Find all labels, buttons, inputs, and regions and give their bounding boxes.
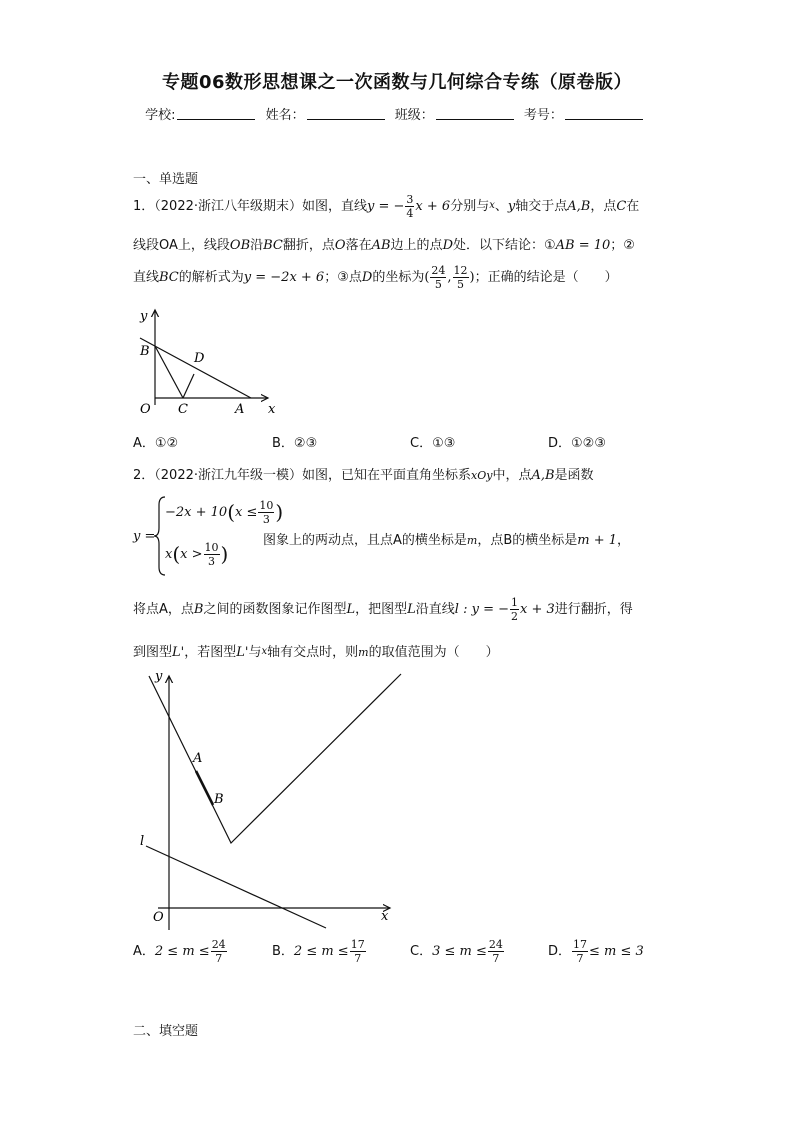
q1-seg-bc: BC — [263, 238, 283, 253]
q1-text: 沿 — [250, 238, 264, 253]
fig2-label-b: B — [214, 792, 224, 807]
q1-source: （2022·浙江八年级期末） — [154, 199, 302, 214]
q2-option-d-den: 7 — [576, 952, 584, 965]
q1-axis-x: x — [489, 200, 495, 211]
section-single-choice-title: 一、单选题 — [133, 172, 199, 187]
q2-option-a-den: 7 — [215, 952, 223, 965]
q2-piece1-cond: x ≤ — [235, 505, 258, 520]
q2-option-b-den: 7 — [354, 952, 362, 965]
fig2-label-l: l — [140, 834, 145, 849]
q2-option-c-den: 7 — [492, 952, 500, 965]
q2-option-b[interactable] — [272, 938, 367, 965]
q2-piece1-num: 10 — [259, 499, 274, 512]
q2-coord-sys: xOy — [471, 469, 493, 482]
q1-point-d: D — [361, 270, 373, 285]
section-fill-blank-title: 二、填空题 — [133, 1024, 199, 1039]
q1-point-d: D — [442, 238, 453, 253]
q2-line-l-rhs: x + 3 — [520, 602, 555, 617]
q2-option-b-frac — [350, 938, 366, 965]
q2-text: 沿直线 — [415, 602, 455, 617]
fig1-label-c: C — [178, 402, 188, 417]
q1-dx-num: 24 — [431, 264, 446, 277]
q2-text: ，若图型 — [184, 645, 237, 660]
q2-number: 2． — [133, 468, 155, 483]
q1-dx-fraction — [430, 264, 446, 291]
q2-option-a[interactable] — [133, 938, 228, 965]
q1-dx-den: 5 — [434, 278, 442, 291]
q2-text: 如图，已知在平面直角坐标系 — [302, 468, 472, 483]
q2-option-c-frac — [488, 938, 504, 965]
q2-source: （2022·浙江九年级一模） — [154, 468, 302, 483]
q1-dy-den: 5 — [457, 278, 465, 291]
q1-option-b[interactable]: B．②③ — [272, 436, 318, 451]
fig1-label-b: B — [140, 344, 150, 359]
q2-shape-l-prime: L' — [172, 645, 185, 660]
q2-text: 将点A，点 — [133, 602, 194, 617]
q1-equation-rhs: x + 6 — [415, 199, 451, 214]
q2-piece1-den: 3 — [262, 513, 270, 526]
q1-line-ab — [140, 338, 251, 398]
q1-equation-lhs: y = − — [367, 199, 405, 214]
q1-text: 如图，直线 — [302, 199, 368, 214]
q2-piece2-frac — [204, 541, 220, 568]
q2-piece2-den: 3 — [208, 555, 216, 568]
q2-text: ，点B的横坐标是 — [477, 533, 578, 548]
q1-axis-y: y — [507, 199, 516, 214]
q2-option-a-label: A． — [133, 944, 155, 959]
q2-piece-1: −2x + 10(x ≤ $\frac{10}{3}$ ) — [165, 499, 284, 526]
q2-line-1 — [133, 464, 594, 483]
fig1-label-x: x — [268, 402, 276, 417]
q2-text: 图象上的两动点，且点A的横坐标是 — [263, 533, 467, 548]
q1-sep: 、 — [494, 199, 508, 214]
q2-line-4 — [133, 596, 633, 624]
q2-m-plus-1: m + 1 — [577, 533, 618, 548]
q1-seg-bc: BC — [159, 270, 179, 285]
q2-text: 之间的函数图象记作图型 — [203, 602, 347, 617]
q2-func-y: y = — [133, 529, 156, 544]
q1-point-o: O — [334, 238, 346, 253]
exam-no-field[interactable] — [565, 107, 643, 120]
q1-seg-ob: OB — [229, 238, 251, 253]
q2-option-a-left: 2 ≤ m ≤ — [154, 944, 210, 959]
school-field[interactable] — [177, 107, 255, 120]
q1-eq-bc: y = −2x + 6 — [243, 270, 325, 285]
q2-piece1-frac — [258, 499, 274, 526]
q2-text: 轴有交点时，则 — [267, 645, 359, 660]
q1-dy-fraction — [453, 264, 469, 291]
q2-text: 到图型 — [133, 645, 173, 660]
q1-text: 线段OA上，线段 — [133, 238, 230, 253]
q1-text: 在 — [626, 199, 640, 214]
q2-text: 是函数 — [554, 468, 594, 483]
q2-option-c-label: C． — [410, 944, 433, 959]
q1-segment-cd — [183, 374, 194, 398]
q2-piece-2: x(x > $\frac{10}{3}$ ) — [165, 541, 229, 568]
q1-text: ；正确的结论是（ ） — [474, 270, 618, 285]
q1-text: 轴交于点 — [515, 199, 568, 214]
q2-option-a-num: 24 — [211, 938, 226, 951]
fig1-label-o: O — [140, 402, 151, 417]
q2-option-b-label: B． — [272, 944, 294, 959]
q2-option-a-frac — [211, 938, 227, 965]
q2-after-function — [263, 529, 630, 548]
q1-text: 翻折，点 — [282, 238, 335, 253]
q2-text: 进行翻折，得 — [554, 602, 633, 617]
q1-fraction — [405, 193, 414, 220]
q1-option-c[interactable]: C．①③ — [410, 436, 456, 451]
student-info-row — [0, 104, 794, 123]
q2-line-5 — [133, 641, 499, 660]
q2-text: 与 — [248, 645, 262, 660]
q1-text: 的解析式为 — [178, 270, 244, 285]
q1-dy-num: 12 — [453, 264, 468, 277]
q2-l-num: 1 — [511, 596, 518, 609]
q2-shape-l: L — [407, 602, 416, 617]
q1-line-2 — [133, 234, 635, 253]
q2-points-ab: A,B — [531, 468, 555, 483]
q2-shape-l-prime: L' — [236, 645, 249, 660]
q1-number: 1． — [133, 199, 155, 214]
q1-seg-ab: AB — [371, 238, 391, 253]
q2-option-b-left: 2 ≤ m ≤ — [293, 944, 349, 959]
q2-axis-x: x — [261, 646, 268, 657]
q2-text: ， — [617, 533, 631, 548]
q1-option-d[interactable]: D．①②③ — [548, 436, 606, 451]
q2-shape-l: L — [346, 602, 356, 617]
class-label: 班级： — [394, 108, 434, 123]
q2-function-graph — [149, 674, 401, 843]
page-title: 专题06数形思想课之一次函数与几何综合专练（原卷版） — [161, 72, 633, 93]
q1-text: 的坐标为 — [372, 270, 425, 285]
q2-option-d-frac — [572, 938, 588, 965]
q1-points-ab: A,B — [567, 199, 591, 214]
q2-option-d-label: D． — [548, 944, 572, 959]
fig2-label-y: y — [155, 669, 163, 684]
fig2-label-o: O — [153, 910, 164, 925]
q2-line-l-lhs: l : y = − — [454, 602, 509, 617]
class-field[interactable] — [436, 107, 514, 120]
q2-line-l-frac — [510, 596, 519, 623]
q1-text: ；② — [610, 238, 635, 253]
name-label: 姓名： — [265, 108, 305, 123]
q1-frac-den: 4 — [406, 207, 414, 220]
q1-figure — [128, 304, 288, 420]
q1-text: 处．以下结论：① — [453, 238, 556, 253]
q1-text: ，点 — [590, 199, 617, 214]
fig1-label-y: y — [140, 309, 148, 324]
fig1-label-a: A — [235, 402, 245, 417]
exam-no-label: 考号： — [523, 108, 563, 123]
q2-line-l — [146, 846, 326, 928]
q1-option-a[interactable]: A．①② — [133, 436, 179, 451]
q1-text: 落在 — [345, 238, 372, 253]
q1-line-3: 直线BC的解析式为y = −2x + 6；③点D的坐标为( $\frac{24}{5}$ , $\frac{12}{5}$ )；正确的结论是（ ） — [133, 264, 618, 291]
q2-option-c-left: 3 ≤ m ≤ — [432, 944, 487, 959]
q2-figure — [128, 668, 408, 934]
q1-point-c: C — [616, 199, 627, 214]
name-field[interactable] — [307, 107, 385, 120]
q1-text: 直线 — [133, 270, 160, 285]
q2-var-m: m — [358, 646, 369, 659]
fig2-label-x: x — [381, 909, 389, 924]
q2-piecewise-function — [133, 495, 663, 577]
q2-option-d-num: 17 — [573, 938, 588, 951]
q1-frac-num: 3 — [406, 193, 414, 206]
q2-piece2-num: 10 — [204, 541, 219, 554]
q2-text: ，把图型 — [355, 602, 408, 617]
q2-var-m: m — [466, 534, 478, 547]
q2-piece2-expr: x — [165, 547, 173, 562]
q1-line-1 — [133, 193, 639, 220]
q1-eq-ab: AB = 10 — [555, 238, 611, 253]
q1-text: 分别与 — [450, 199, 490, 214]
q2-option-d[interactable] — [548, 938, 644, 965]
fig2-label-a: A — [193, 751, 203, 766]
q2-option-d-right: ≤ m ≤ 3 — [589, 944, 644, 959]
q2-option-c-num: 24 — [488, 938, 503, 951]
q2-option-b-num: 17 — [350, 938, 365, 951]
fig1-label-d: D — [194, 351, 205, 366]
q2-text: 中，点 — [492, 468, 532, 483]
q2-piece2-cond: x > — [180, 547, 203, 562]
school-label: 学校: — [145, 108, 176, 123]
q2-option-c[interactable] — [410, 938, 505, 965]
q2-text: 的取值范围为（ ） — [368, 645, 499, 660]
q1-text: 边上的点 — [390, 238, 443, 253]
q1-text: ；③点 — [324, 270, 362, 285]
q2-point-b: B — [193, 602, 204, 617]
q2-l-den: 2 — [511, 610, 518, 623]
q2-segment-ab — [196, 771, 213, 805]
q2-piece1-expr: −2x + 10 — [165, 505, 228, 520]
